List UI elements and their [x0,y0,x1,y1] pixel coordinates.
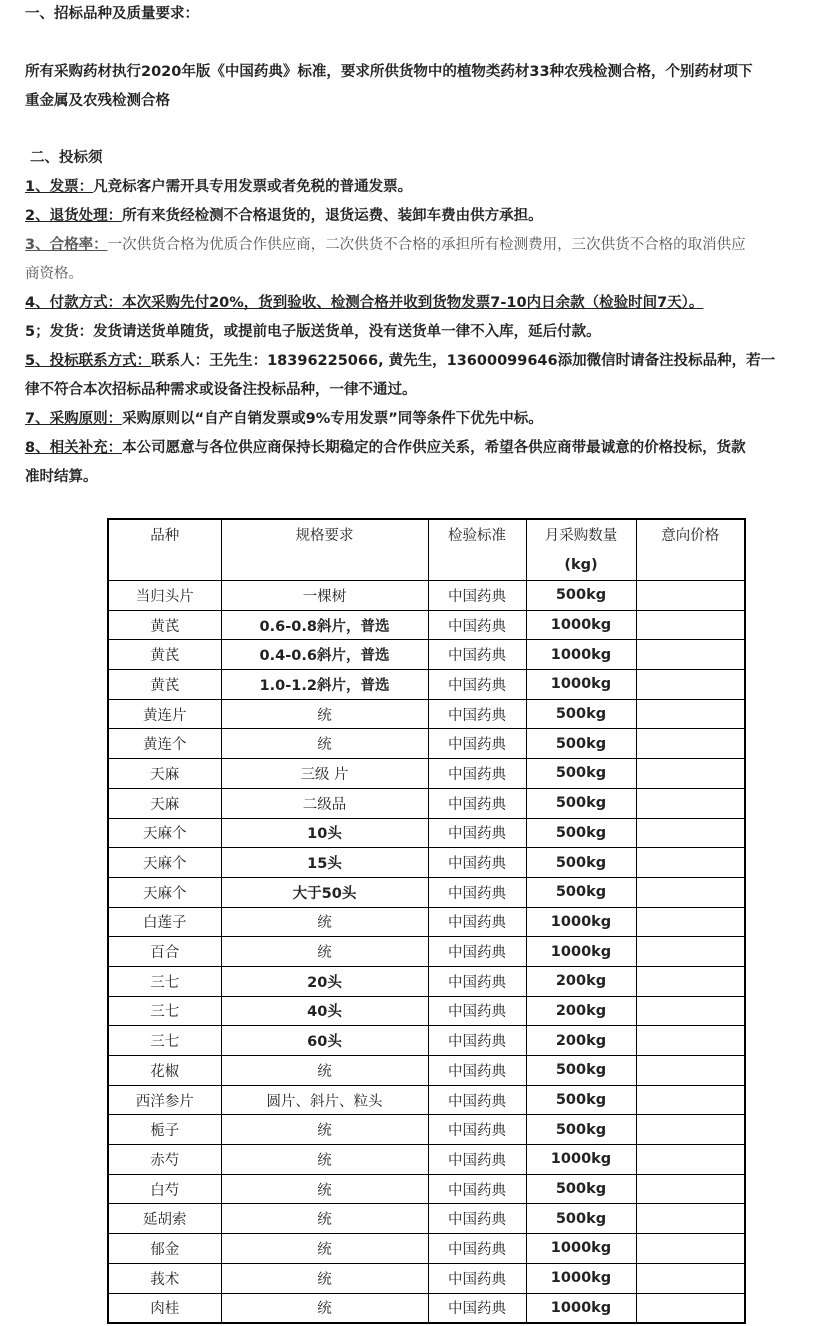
cell-quantity: 500kg [526,1085,636,1115]
cell-standard: 中国药典 [428,759,526,789]
cell-spec: 60头 [221,1026,428,1056]
cell-quantity: 1000kg [526,670,636,700]
cell-quantity: 500kg [526,699,636,729]
cell-spec: 一棵树 [221,581,428,611]
cell-spec: 1.0-1.2斜片，普选 [221,670,428,700]
cell-spec: 统 [221,1204,428,1234]
cell-price [636,1263,745,1293]
cell-spec: 统 [221,729,428,759]
cell-spec: 统 [221,699,428,729]
cell-quantity: 500kg [526,848,636,878]
cell-spec: 统 [221,1145,428,1175]
notice-label: 4、付款方式： [25,295,123,311]
cell-quantity: 500kg [526,759,636,789]
table-row [108,937,745,967]
table-row [108,1174,745,1204]
cell-quantity: 500kg [526,581,636,611]
notice-label: 1、发票： [25,179,94,195]
cell-standard: 中国药典 [428,729,526,759]
cell-price [636,729,745,759]
notice-label: 5、投标联系方式： [25,353,152,369]
table-row [108,788,745,818]
cell-quantity: 1000kg [526,640,636,670]
section1-body-line1: 所有采购药材执行2020年版《中国药典》标准，要求所供货物中的植物类药材33种农残检测合格，个别药材项下 [25,64,753,80]
cell-spec: 统 [221,1234,428,1264]
cell-variety: 西洋参片 [108,1085,221,1115]
cell-variety: 黄芪 [108,640,221,670]
cell-variety: 黄芪 [108,670,221,700]
notice-item-5 [25,318,828,347]
cell-spec: 统 [221,1263,428,1293]
cell-spec: 统 [221,1056,428,1086]
table-row [108,996,745,1026]
notice-item-8-cont: 准时结算。 [25,469,98,485]
cell-quantity: 500kg [526,1115,636,1145]
cell-variety: 三七 [108,996,221,1026]
cell-price [636,996,745,1026]
cell-quantity: 1000kg [526,610,636,640]
cell-variety: 郁金 [108,1234,221,1264]
cell-variety: 天麻个 [108,818,221,848]
notice-text: 发货请送货单随货，或提前电子版送货单，没有送货单一律不入库，延后付款。 [93,324,601,340]
cell-price [636,640,745,670]
cell-quantity: 500kg [526,1204,636,1234]
cell-standard: 中国药典 [428,1234,526,1264]
table-row [108,1204,745,1234]
notice-item-2 [25,202,828,231]
cell-spec: 0.6-0.8斜片，普选 [221,610,428,640]
cell-variety: 当归头片 [108,581,221,611]
table-row [108,1026,745,1056]
cell-variety: 白莲子 [108,907,221,937]
table-row [108,581,745,611]
cell-price [636,610,745,640]
notice-item-8 [25,434,828,463]
cell-standard: 中国药典 [428,937,526,967]
cell-price [636,1056,745,1086]
section1-heading: 一、招标品种及质量要求： [25,6,199,22]
table-row [108,640,745,670]
notice-item-3-cont: 商资格。 [25,266,83,282]
notice-label: 2、退货处理： [25,208,123,224]
header-quantity-label: 月采购数量 [544,528,618,544]
cell-variety: 栀子 [108,1115,221,1145]
cell-quantity: 200kg [526,1026,636,1056]
cell-spec: 10头 [221,818,428,848]
cell-price [636,1115,745,1145]
cell-standard: 中国药典 [428,1026,526,1056]
cell-price [636,581,745,611]
notice-item-4 [25,289,828,318]
table-row [108,877,745,907]
cell-price [636,877,745,907]
cell-spec: 20头 [221,966,428,996]
table-header-row [108,519,745,581]
table-row [108,1056,745,1086]
cell-quantity: 1000kg [526,1145,636,1175]
cell-quantity: 1000kg [526,1234,636,1264]
cell-quantity: 500kg [526,729,636,759]
cell-standard: 中国药典 [428,966,526,996]
cell-standard: 中国药典 [428,670,526,700]
cell-quantity: 1000kg [526,1293,636,1323]
header-quantity [526,519,636,581]
cell-variety: 黄连个 [108,729,221,759]
notice-text: 所有来货经检测不合格退货的，退货运费、装卸车费由供方承担。 [122,208,543,224]
cell-variety: 黄连片 [108,699,221,729]
cell-variety: 三七 [108,1026,221,1056]
notice-item-6 [25,347,828,376]
cell-standard: 中国药典 [428,907,526,937]
cell-price [636,1204,745,1234]
cell-price [636,1145,745,1175]
cell-quantity: 500kg [526,877,636,907]
table-row [108,1234,745,1264]
cell-standard: 中国药典 [428,640,526,670]
cell-price [636,966,745,996]
section1-body-line2: 重金属及农残检测合格 [25,93,170,109]
cell-spec: 15头 [221,848,428,878]
header-spec: 规格要求 [221,519,428,581]
cell-variety: 肉桂 [108,1293,221,1323]
cell-spec: 40头 [221,996,428,1026]
cell-quantity: 500kg [526,818,636,848]
header-variety: 品种 [108,519,221,581]
cell-variety: 花椒 [108,1056,221,1086]
header-price: 意向价格 [636,519,745,581]
cell-quantity: 500kg [526,1174,636,1204]
header-quantity-unit: (kg) [564,557,598,573]
table-row [108,1145,745,1175]
cell-standard: 中国药典 [428,877,526,907]
cell-standard: 中国药典 [428,1115,526,1145]
cell-price [636,907,745,937]
cell-variety: 赤芍 [108,1145,221,1175]
table-row [108,848,745,878]
procurement-table [107,518,746,1324]
cell-spec: 统 [221,1293,428,1323]
cell-variety: 百合 [108,937,221,967]
table-row [108,1085,745,1115]
cell-spec: 二级品 [221,788,428,818]
cell-spec: 三级 片 [221,759,428,789]
cell-variety: 天麻 [108,788,221,818]
cell-standard: 中国药典 [428,1085,526,1115]
cell-standard: 中国药典 [428,1174,526,1204]
notice-label: 7、采购原则： [25,411,123,427]
notice-text: 本次采购先付20%，货到验收、检测合格并收到货物发票7-10内日余款（检验时间7天）。 [122,295,704,311]
table-row [108,1263,745,1293]
cell-standard: 中国药典 [428,1263,526,1293]
table-row [108,729,745,759]
cell-quantity: 200kg [526,966,636,996]
cell-standard: 中国药典 [428,1145,526,1175]
cell-spec: 0.4-0.6斜片，普选 [221,640,428,670]
cell-price [636,937,745,967]
cell-standard: 中国药典 [428,1056,526,1086]
cell-standard: 中国药典 [428,699,526,729]
cell-spec: 统 [221,1174,428,1204]
cell-price [636,1174,745,1204]
cell-spec: 圆片、斜片、粒头 [221,1085,428,1115]
cell-price [636,699,745,729]
cell-price [636,1026,745,1056]
notice-label: 5；发货： [25,324,94,340]
cell-standard: 中国药典 [428,610,526,640]
cell-spec: 大于50头 [221,877,428,907]
cell-price [636,848,745,878]
cell-variety: 延胡索 [108,1204,221,1234]
cell-price [636,670,745,700]
cell-variety: 天麻 [108,759,221,789]
notice-label: 8、相关补充： [25,440,123,456]
cell-variety: 三七 [108,966,221,996]
cell-variety: 黄芪 [108,610,221,640]
cell-spec: 统 [221,937,428,967]
notice-text: 采购原则以“自产自销发票或9%专用发票”同等条件下优先中标。 [122,411,543,427]
table-row [108,1115,745,1145]
cell-quantity: 1000kg [526,907,636,937]
cell-variety: 天麻个 [108,877,221,907]
header-standard: 检验标准 [428,519,526,581]
cell-standard: 中国药典 [428,581,526,611]
cell-variety: 天麻个 [108,848,221,878]
cell-variety: 白芍 [108,1174,221,1204]
table-row [108,1293,745,1323]
cell-price [636,1293,745,1323]
table-row [108,907,745,937]
table-row [108,699,745,729]
cell-price [636,759,745,789]
cell-standard: 中国药典 [428,848,526,878]
cell-price [636,1085,745,1115]
cell-quantity: 500kg [526,788,636,818]
cell-price [636,1234,745,1264]
cell-standard: 中国药典 [428,1293,526,1323]
table-row [108,610,745,640]
cell-standard: 中国药典 [428,996,526,1026]
cell-quantity: 1000kg [526,1263,636,1293]
notice-text: 一次供货合格为优质合作供应商，二次供货不合格的承担所有检测费用，三次供货不合格的取消供应 [107,237,746,253]
cell-standard: 中国药典 [428,1204,526,1234]
cell-price [636,788,745,818]
cell-price [636,818,745,848]
table-row [108,759,745,789]
notice-text: 本公司愿意与各位供应商保持长期稳定的合作供应关系，希望各供应商带最诚意的价格投标，货款 [122,440,746,456]
cell-quantity: 500kg [526,1056,636,1086]
notice-item-1 [25,173,828,202]
cell-quantity: 200kg [526,996,636,1026]
table-row [108,818,745,848]
cell-variety: 莪术 [108,1263,221,1293]
table-row [108,966,745,996]
cell-spec: 统 [221,1115,428,1145]
notice-text: 凡竞标客户需开具专用发票或者免税的普通发票。 [93,179,413,195]
cell-standard: 中国药典 [428,818,526,848]
notice-label: 3、合格率： [25,237,108,253]
section2-heading: 二、投标须 [30,150,103,166]
notice-item-6-cont: 律不符合本次招标品种需求或设备注投标品种，一律不通过。 [25,382,417,398]
table-row [108,670,745,700]
cell-standard: 中国药典 [428,788,526,818]
cell-spec: 统 [221,907,428,937]
notice-item-7 [25,405,828,434]
cell-quantity: 1000kg [526,937,636,967]
notice-text: 联系人：王先生：18396225066, 黄先生，13600099646添加微信时请备注投标品种，若一 [151,353,776,369]
notice-item-3 [25,231,828,260]
